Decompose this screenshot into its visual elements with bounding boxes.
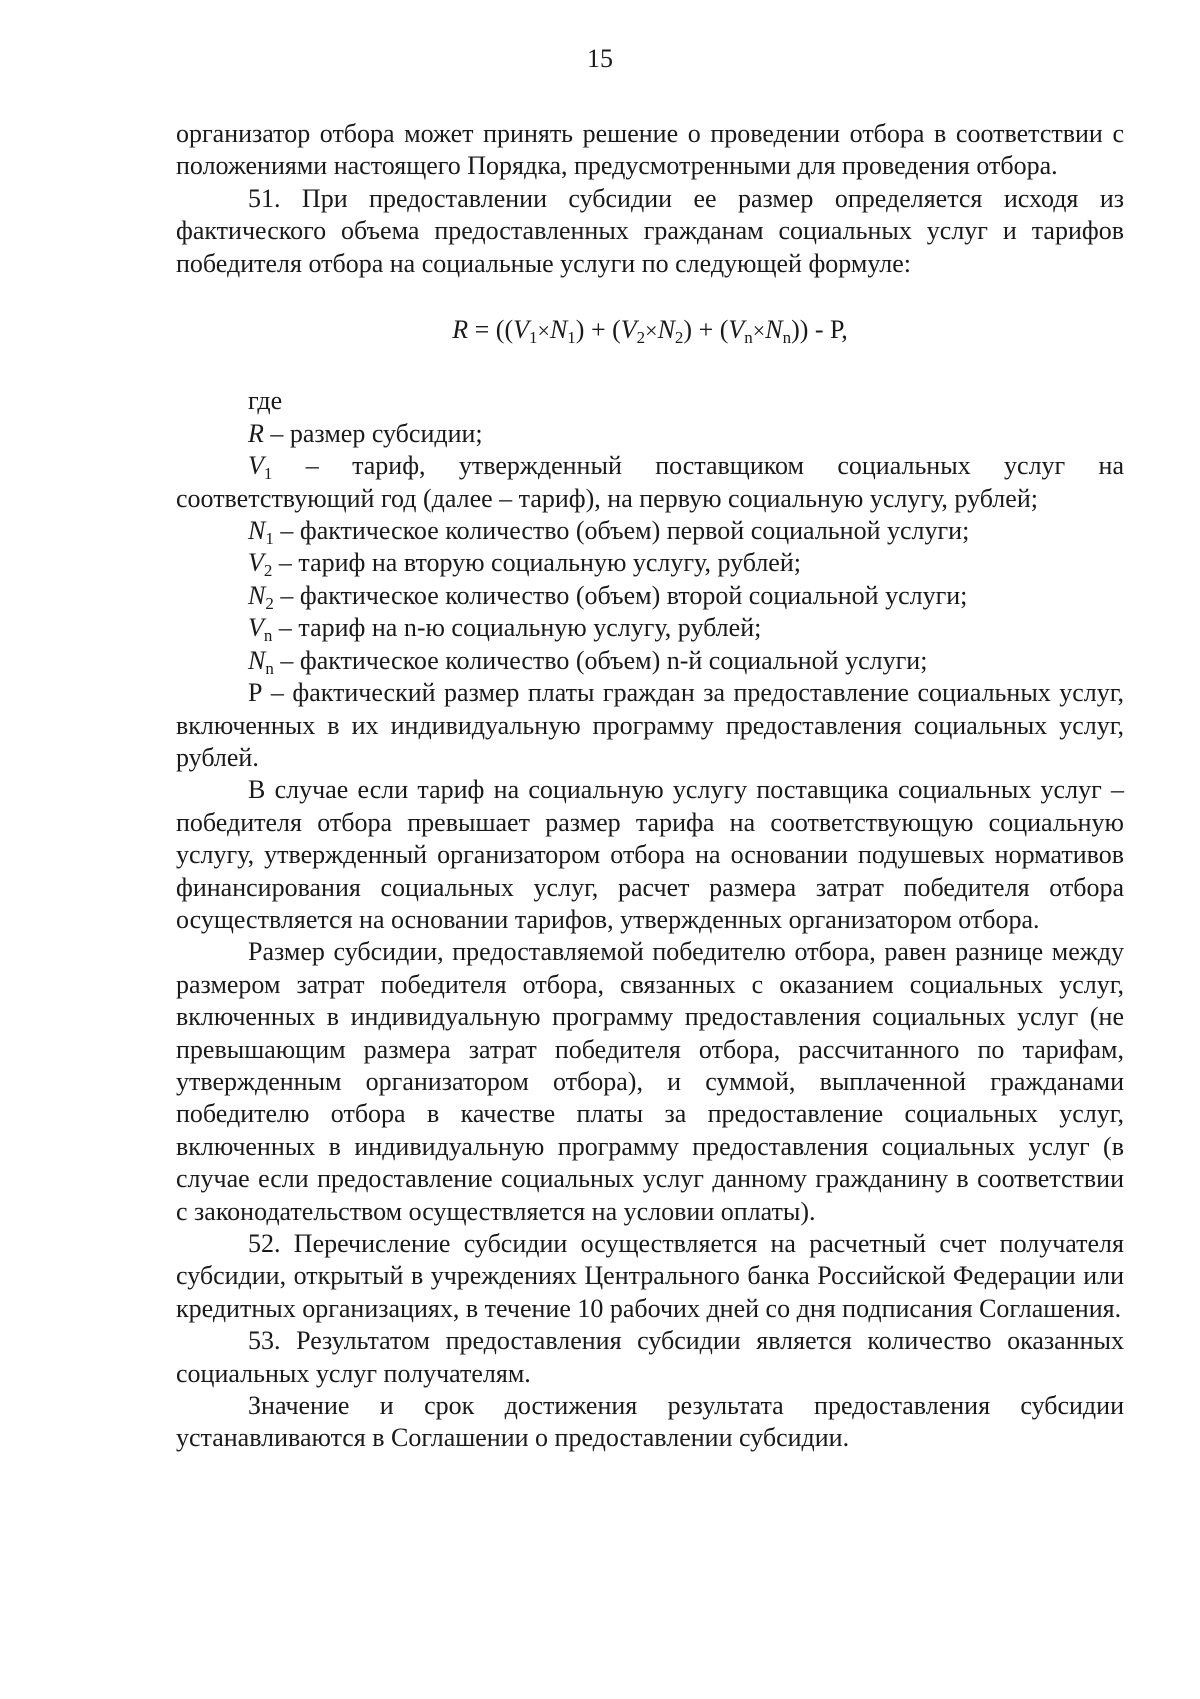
definition-Vn: $V_n$ – тариф на n-ю социальную услугу, рублей; xyxy=(248,613,762,646)
paragraph-continuation: организатор отбора может принять решение о проведении отбора в соответствии с положениями настоящего Порядка, предусмотренными для проведения отбора. xyxy=(176,119,1124,181)
definition-V2: $V_2$ – тариф на вторую социальную услугу, рублей; xyxy=(248,548,801,581)
definition-N1: $N_1$ – фактическое количество (объем) первой социальной услуги; xyxy=(248,516,970,549)
where-label: где xyxy=(248,386,283,416)
definition-N2: $N_2$ – фактическое количество (объем) второй социальной услуги; xyxy=(248,580,968,613)
document-body xyxy=(176,118,1124,1455)
definition-V1: $V_1$ – тариф, утвержденный поставщиком социальных услуг на соответствующий год (далее – тариф), на первую социальную услугу, рублей; xyxy=(176,451,1124,513)
paragraph-52: 52. Перечисление субсидии осуществляется на расчетный счет получателя субсидии, открытый в учреждениях Центрального банка Российской Федерации или кредитных организациях, в течение 10 рабочих дней со дня подписания Соглашения. xyxy=(176,1229,1124,1323)
paragraph-51: 51. При предоставлении субсидии ее размер определяется исходя из фактического объема предоставленных гражданам социальных услуг и тарифов победителя отбора на социальные услуги по следующей формуле: xyxy=(176,183,1124,278)
subsidy-formula: $R = ((V_1\times N_1) + (V_2\times N_2) + (V_n\times N_n)) - Р$, xyxy=(452,315,848,348)
paragraph-subsidy-size: Размер субсидии, предоставляемой победителю отбора, равен разнице между размером затрат победителя отбора, связанных с оказанием социальных услуг, включенных в индивидуальную программу предоставления социальных услуг (не превышающим размера затрат победителя отбора, рассчитанного по тарифам, утвержденным организатором отбора), и суммой, выплаченной гражданами победителю отбора в качестве платы за предоставление социальных услуг, включенных в индивидуальную программу предоставления социальных услуг (в случае если предоставление социальных услуг данному гражданину в соответствии с законодательством осуществляется на условии оплаты). xyxy=(176,937,1124,1226)
paragraph-53: 53. Результатом предоставления субсидии является количество оказанных социальных услуг получателям. xyxy=(176,1326,1124,1388)
paragraph-result-value: Значение и срок достижения результата предоставления субсидии устанавливаются в Соглашении о предоставлении субсидии. xyxy=(176,1391,1124,1453)
definition-R: R – размер субсидии; xyxy=(248,418,483,448)
page-number: 15 xyxy=(587,44,613,73)
definition-P: Р – фактический размер платы граждан за предоставление социальных услуг, включенных в их индивидуальную программу предоставления социальных услуг, рублей. xyxy=(176,678,1124,772)
paragraph-tariff-case: В случае если тариф на социальную услугу поставщика социальных услуг – победителя отбора превышает размер тарифа на соответствующую социальную услугу, утвержденный организатором отбора на основании подушевых нормативов финансирования социальных услуг, расчет размера затрат победителя отбора осуществляется на основании тарифов, утвержденных организатором отбора. xyxy=(176,775,1124,934)
definition-Nn: $N_n$ – фактическое количество (объем) n-й социальной услуги; xyxy=(248,645,928,678)
